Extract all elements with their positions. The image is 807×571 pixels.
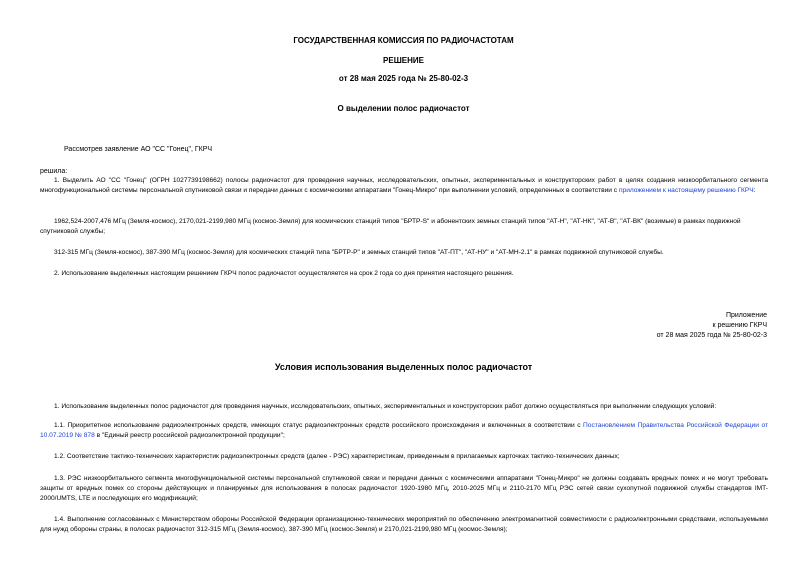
decision-paragraph-2: 2. Использование выделенных настоящим решением ГКРЧ полос радиочастот осуществляется на срок 2 года со дня принятия настоящего решения.	[54, 270, 514, 277]
c11-end: в "Единый реестр российской радиоэлектронной продукции";	[94, 432, 285, 439]
appendix-label: Приложение	[725, 312, 767, 319]
government-decree-link[interactable]: Постановлением Правительства Российской Федерации от 10.07.2019 № 878	[40, 422, 768, 439]
commission-title: ГОСУДАРСТВЕННАЯ КОМИССИЯ ПО РАДИОЧАСТОТАМ	[293, 36, 514, 45]
appendix-title: Условия использования выделенных полос радиочастот	[274, 362, 533, 372]
condition-1-4: 1.4. Выполнение согласованных с Министерством обороны Российской Федерации организационно-технических мероприятий по обеспечению электромагнитной совместимости с радиоэлектронными средствами, используемыми для нужд обороны страны, в полосах радиочастот 312-315 МГц (Земля-космос), 387-390 МГц (космос-Земля) и 2170,021-2199,980 МГц (космос-Земля);	[40, 516, 768, 533]
decision-paragraph-1	[40, 176, 768, 196]
p1-text: 1. Выделить АО "СС "Гонец" (ОГРН 1027739198662) полосы радиочастот для проведения научных, исследовательских, опытных, экспериментальных и конструкторских работ в целях создания низкоорбитального сегмента многофункциональной системы персональной спутниковой связи и передачи данных с космическими аппаратами "Гонец-Микро" при выполнении условий, определенных в соответствии с	[40, 177, 768, 194]
condition-1-3: 1.3. РЭС низкоорбитального сегмента многофункциональной системы персональной спутниковой связи и передачи данных с космическими аппаратами "Гонец-Микро" не должны создавать вредных помех и не могут требовать защиты от вредных помех со стороны действующих и планируемых для использования в полосах радиочастот 1920-1980 МГц, 2010-2025 МГц и 2110-2170 МГц РЭС сетей связи сухопутной подвижной службы стандартов IMT-2000/UMTS, LTE и последующих его модификаций;	[40, 475, 768, 502]
doc-subject: О выделении полос радиочастот	[337, 104, 470, 113]
considered-line: Рассмотрев заявление АО "СС "Гонец", ГКРЧ	[64, 146, 213, 153]
doc-date-number: от 28 мая 2025 года № 25-80-02-3	[338, 74, 469, 83]
decided-line: решила:	[40, 168, 68, 175]
p1-end: :	[753, 187, 756, 194]
condition-1-1	[40, 421, 768, 441]
condition-1-2: 1.2. Соответствие тактико-технических характеристик радиоэлектронных средств (далее - РЭС) характеристикам, приведенным в прилагаемых карточках тактико-технических данных;	[54, 453, 620, 460]
band-paragraph-1: 1962,524-2007,476 МГц (Земля-космос), 2170,021-2199,980 МГц (космос-Земля) для космических станций типов "БРТР-S" и абонентских земных станций типов "АТ-Н", "АТ-НК", "АТ-В", "АТ-ВК" (возимые) в рамках подвижной спутниковой службы;	[40, 218, 741, 235]
condition-1: 1. Использование выделенных полос радиочастот для проведения научных, исследовательских, опытных, экспериментальных и конструкторских работ должно осуществляться при выполнении следующих условий:	[54, 403, 717, 410]
doc-type: РЕШЕНИЕ	[383, 56, 424, 65]
appendix-link[interactable]: приложением к настоящему решению ГКРЧ	[618, 187, 754, 194]
appendix-date-number: от 28 мая 2025 года № 25-80-02-3	[656, 332, 767, 339]
band-paragraph-2: 312-315 МГц (Земля-космос), 387-390 МГц (космос-Земля) для космических станций типа "БРТР-Р" и земных станций типов "АТ-ПТ", "АТ-НУ" и "АТ-МН-2.1" в рамках подвижной спутниковой службы.	[54, 249, 664, 256]
appendix-to-decision: к решению ГКРЧ	[712, 322, 767, 329]
c11-text: 1.1. Приоритетное использование радиоэлектронных средств, имеющих статус радиоэлектронных средств российского происхождения и включенных в соответствии с	[54, 422, 584, 429]
